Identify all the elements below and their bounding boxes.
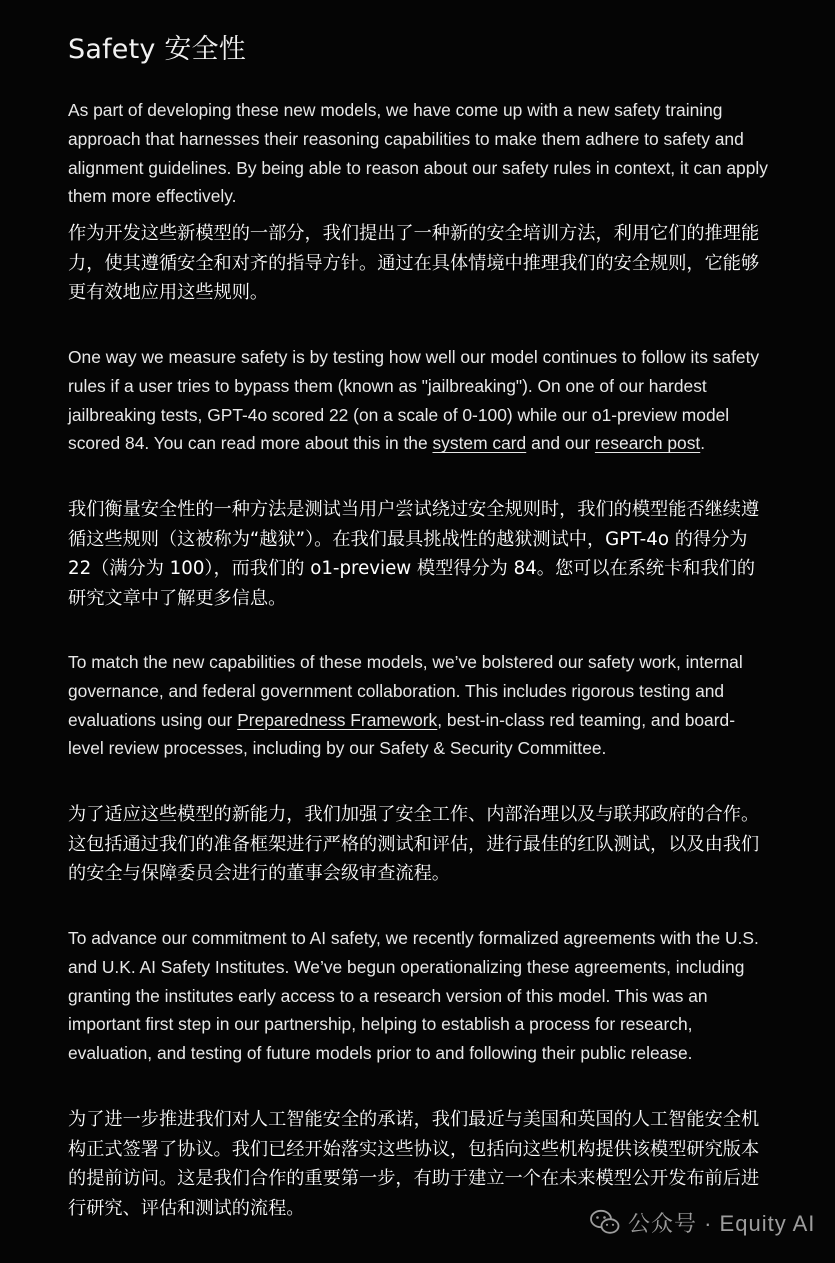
section-1-english: As part of developing these new models, we have come up with a new safety training approach that harnesses their reasoning capabilities to make them adhere to safety and alignment guidelines. By being able to reason about our safety rules in context, it can apply them more effectively. [68, 100, 768, 207]
research-post-link[interactable]: research post [594, 433, 701, 454]
section-3-chinese: 为了适应这些模型的新能力，我们加强了安全工作、内部治理以及与联邦政府的合作。这包括通过我们的准备框架进行严格的测试和评估，进行最佳的红队测试，以及由我们的安全与保障委员会进行的董事会级审查流程。 [68, 804, 760, 884]
watermark [590, 1202, 815, 1242]
section-3-english [68, 648, 768, 763]
page-title: Safety 安全性 [68, 34, 246, 65]
wechat-icon [590, 1209, 620, 1235]
preparedness-framework-link[interactable]: Preparedness Framework [237, 709, 438, 730]
system-card-link[interactable]: system card [432, 433, 527, 454]
section-1-chinese: 作为开发这些新模型的一部分，我们提出了一种新的安全培训方法，利用它们的推理能力，使其遵循安全和对齐的指导方针。通过在具体情境中推理我们的安全规则，它能够更有效地应用这些规则。 [68, 223, 760, 303]
section-2-chinese: 我们衡量安全性的一种方法是测试当用户尝试绕过安全规则时，我们的模型能否继续遵循这些规则（这被称为“越狱”）。在我们最具挑战性的越狱测试中，GPT-4o 的得分为 22（满分为 100），而我们的 o1-preview 模型得分为 84。您可以在系统卡和我们的研究文章中了解更多信息。 [68, 499, 760, 609]
section-3-text-a: To match the new capabilities of these models, we’ve bolstered our safety work, internal governance, and federal government collaboration. This includes rigorous testing and evaluations using our [68, 652, 743, 730]
section-2-text-b: and our [526, 433, 595, 454]
section-4-chinese: 为了进一步推进我们对人工智能安全的承诺，我们最近与美国和英国的人工智能安全机构正式签署了协议。我们已经开始落实这些协议，包括向这些机构提供该模型研究版本的提前访问。这是我们合作的重要第一步，有助于建立一个在未来模型公开发布前后进行研究、评估和测试的流程。 [68, 1109, 760, 1219]
watermark-text: 公众号 · Equity AI [628, 1210, 816, 1236]
section-2-english [68, 343, 768, 458]
section-2-text-c: . [700, 433, 706, 454]
section-4-english: To advance our commitment to AI safety, we recently formalized agreements with the U.S. and U.K. AI Safety Institutes. We’ve begun operationalizing these agreements, including granting the institutes early access to a research version of this model. This was an important first step in our partnership, helping to establish a process for research, evaluation, and testing of future models prior to and following their public release. [68, 928, 759, 1064]
section-2-text-a: One way we measure safety is by testing how well our model continues to follow its safety rules if a user tries to bypass them (known as "jailbreaking"). On one of our hardest jailbreaking tests, GPT-4o scored 22 (on a scale of 0-100) while our o1-preview model scored 84. You can read more about this in the [68, 347, 760, 454]
section-3-text-b: , best-in-class red teaming, and board-level review processes, including by our Safety & Security Committee. [68, 709, 735, 759]
